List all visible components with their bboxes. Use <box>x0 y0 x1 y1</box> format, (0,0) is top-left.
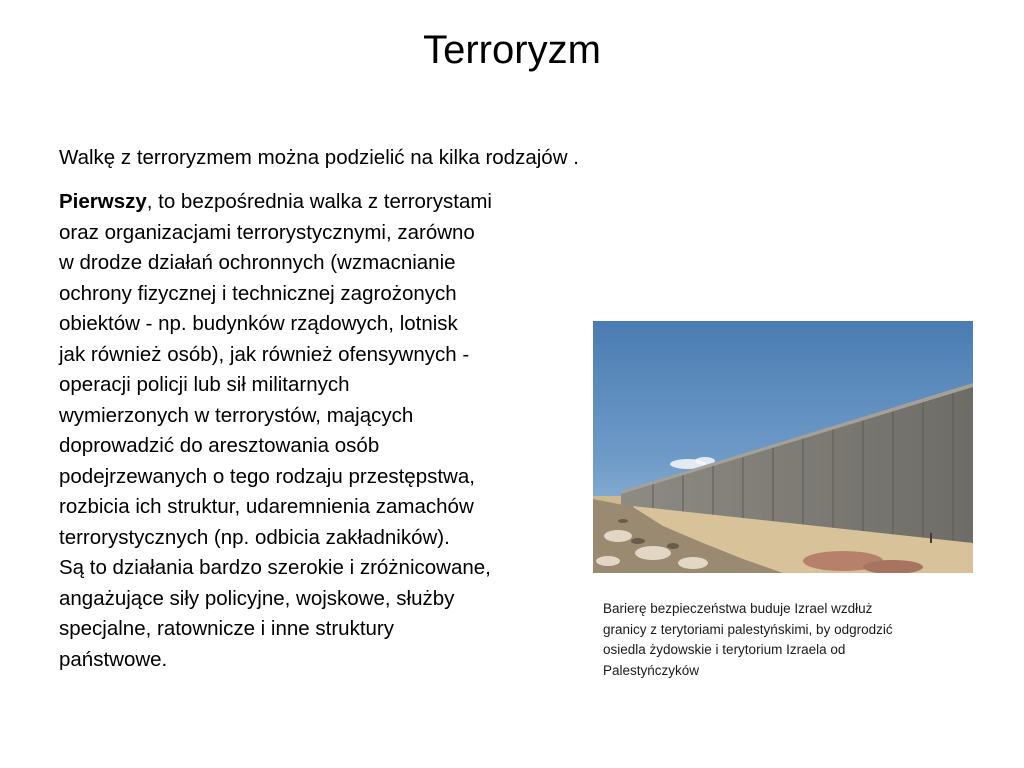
caption-line: Palestyńczyków <box>603 662 700 678</box>
body-line: wymierzonych w terrorystów, mających <box>59 403 414 427</box>
caption-line: granicy z terytoriami palestyńskimi, by odgrodzić <box>603 621 893 637</box>
lead-word: Pierwszy <box>59 190 147 213</box>
body-line: doprowadzić do aresztowania osób <box>59 434 380 457</box>
slide-title: Terroryzm <box>423 28 601 72</box>
photo-caption <box>603 599 963 681</box>
body-line: specjalne, ratownicze i inne struktury <box>59 617 394 640</box>
caption-line: osiedla żydowskie i terytorium Izraela od <box>603 642 846 657</box>
body-line: w drodze działań ochronnych (wzmacnianie <box>59 251 456 274</box>
body-line: jak również osób), jak również ofensywnych - <box>59 342 470 366</box>
body-line: podejrzewanych o tego rodzaju przestępstwa, <box>59 464 475 488</box>
body-line: państwowe. <box>59 647 168 671</box>
body-paragraph <box>59 187 559 675</box>
body-line: terrorystycznych (np. odbicia zakładników). <box>59 525 450 549</box>
body-line: oraz organizacjami terrorystycznymi, zarówno <box>59 220 475 244</box>
body-line: ochrony fizycznej i technicznej zagrożonych <box>59 281 457 305</box>
separation-wall-photo <box>593 321 973 573</box>
intro-text: Walkę z terroryzmem można podzielić na kilka rodzajów . <box>59 146 579 169</box>
body-line: Są to działania bardzo szerokie i zróżnicowane, <box>59 556 491 579</box>
body-line: operacji policji lub sił militarnych <box>59 373 350 396</box>
caption-line: Barierę bezpieczeństwa buduje Izrael wzdłuż <box>603 601 873 616</box>
body-line: rozbicia ich struktur, udaremnienia zamachów <box>59 495 474 518</box>
body-line: angażujące siły policyjne, wojskowe, służby <box>59 586 455 610</box>
body-line: obiektów - np. budynków rządowych, lotnisk <box>59 312 458 335</box>
body-line-1: Pierwszy, to bezpośrednia walka z terrorystami <box>59 190 492 213</box>
